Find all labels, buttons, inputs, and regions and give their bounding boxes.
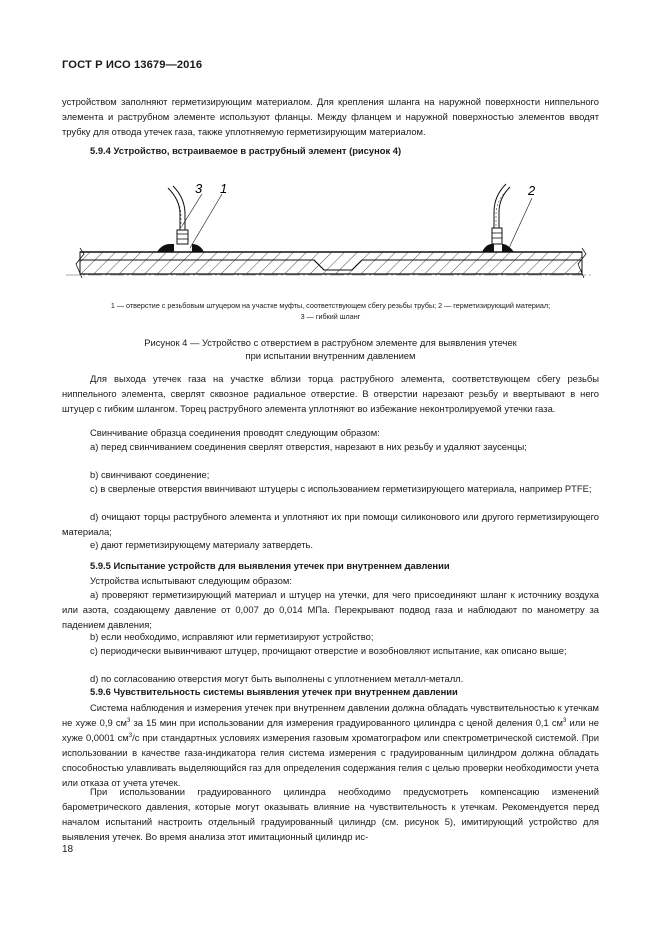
list-item-595-c: с) периодически вывинчивают штуцер, прочищают отверстие и возобновляют испытание, как описано выше; xyxy=(90,645,567,656)
section-5-9-4-heading: 5.9.4 Устройство, встраиваемое в раструбный элемент (рисунок 4) xyxy=(90,145,402,156)
intro-paragraph: устройством заполняют герметизирующим материалом. Для крепления шланга на наружной поверхности ниппельного элемента и раструбном элементе используют фланцы. Между фланцем и наружной поверхностью элементов вводят трубку для отвода утечек газа, также уплотняемую герметизирующим материалом. xyxy=(62,96,599,137)
threaded-fitting-left xyxy=(177,230,188,244)
list-item-e: е) дают герметизирующему материалу затвердеть. xyxy=(90,539,314,550)
sealing-material-left xyxy=(157,244,174,252)
document-header: ГОСТ Р ИСО 13679—2016 xyxy=(62,59,203,71)
sealing-material-right xyxy=(502,244,514,252)
caption-line-2: при испытании внутренним давлением xyxy=(245,350,416,361)
section-5-9-5-heading: 5.9.5 Испытание устройств для выявления утечек при внутреннем давлении xyxy=(90,560,450,571)
figure-label-2: 2 xyxy=(528,183,536,198)
section-5-9-6-heading: 5.9.6 Чувствительность системы выявления утечек при внутреннем давлении xyxy=(90,686,458,697)
figure-label-1: 1 xyxy=(220,181,228,196)
list-item-d: d) очищают торцы раструбного элемента и уплотняют их при помощи силиконового или другого герметизирующего материала; xyxy=(62,511,599,537)
list-item-595-b: b) если необходимо, исправляют или герметизируют устройство; xyxy=(90,631,374,642)
figure-4-caption xyxy=(62,336,599,362)
caption-line-1: Рисунок 4 — Устройство с отверстием в раструбном элементе для выявления утечек xyxy=(144,337,517,348)
list-item-595-a: а) проверяют герметизирующий материал и штуцер на утечки, для чего присоединяют шланг к источнику воздуха или азота, создающему давление от 0,007 до 0,014 МПа. Перекрывают подвод газа и наблюдают по манометру за падением давления; xyxy=(62,589,599,630)
threaded-fitting-right xyxy=(492,228,502,244)
paragraph-makeup-procedure: Свинчивание образца соединения проводят следующим образом: xyxy=(90,427,380,438)
legend-line-2: 3 — гибкий шланг xyxy=(300,312,361,321)
list-item-595-d: d) по согласованию отверстия могут быть выполнены с уплотнением металл-металл. xyxy=(90,673,464,684)
figure-label-3: 3 xyxy=(195,181,203,196)
figure-4-drawing xyxy=(62,178,599,298)
list-item-b: b) свинчивают соединение; xyxy=(90,469,210,480)
page-number: 18 xyxy=(62,844,74,855)
paragraph-barometric: При использовании градуированного цилиндра необходимо предусмотреть компенсацию изменений барометрического давления, которые могут оказывать влияние на чувствительность к утечкам. Рекомендуется перед началом испытаний настроить отдельный градуированный цилиндр (см. рисунок 5), имитирующий устройство для выявления утечек. Во время анализа этот имитационный цилиндр ис- xyxy=(62,786,599,842)
list-item-a: а) перед свинчиванием соединения сверлят отверстия, нарезают в них резьбу и удаляют заусенцы; xyxy=(90,441,527,452)
list-item-c: с) в сверленые отверстия ввинчивают штуцеры с использованием герметизирующего материала, например PTFE; xyxy=(90,483,592,494)
pipe-connection-drawing xyxy=(62,178,599,293)
paragraph-test-procedure: Устройства испытывают следующим образом: xyxy=(90,575,292,586)
legend-line-1: 1 — отверстие с резьбовым штуцером на участке муфты, соответствующем сбегу резьбы трубы; 2 — герметизирующий материал; xyxy=(110,301,551,310)
paragraph-leak-outlet: Для выхода утечек газа на участке вблизи торца раструбного элемента, соответствующем сбегу резьбы ниппельного элемента, сверлят сквозное радиальное отверстие. В отверстии нарезают резьбу и ввертывают в него штуцер с гибким шлангом. Торец раструбного элемента уплотняют во избежание неконтролируемой утечки газа. xyxy=(62,373,599,414)
figure-4-legend xyxy=(62,300,599,322)
paragraph-sensitivity: Система наблюдения и измерения утечек при внутреннем давлении должна обладать чувствительностью к утечкам не хуже 0,9 $см^3$ за 15 мин при использовании для измерения градуированного цилиндра с ценой деления 0,1 $см^3$ или не хуже 0,0001 $см^3/с$ при стандартных условиях измерения газовым хроматографом или спектрометрической системой. При использовании в качестве газа-индикатора гелия система измерения с градуированным цилиндром должна обладать способностью улавливать выделяющийся газ для определения содержания гелия с целью проверки необходимости учета или отказа от учета утечек. xyxy=(62,702,599,788)
